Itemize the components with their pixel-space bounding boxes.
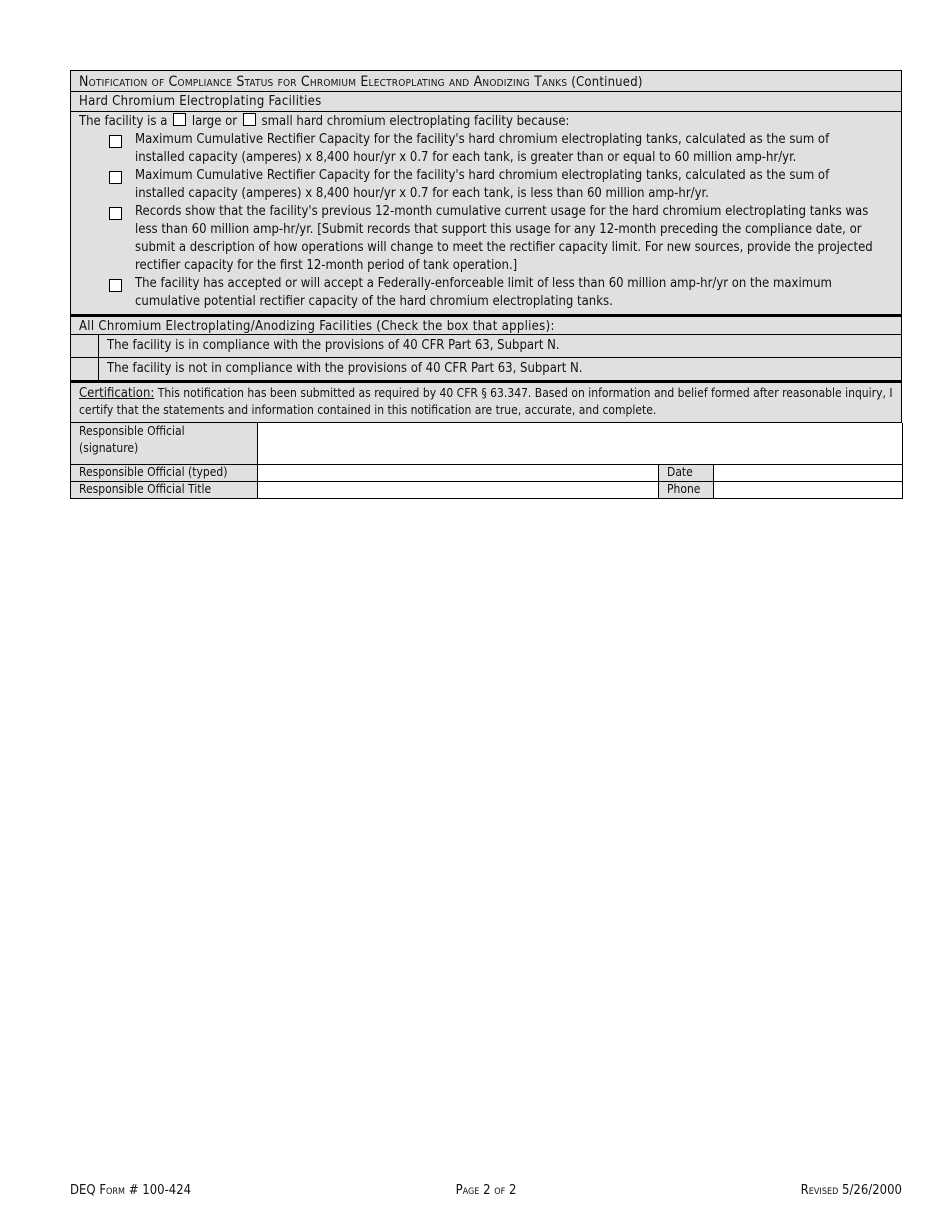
not-in-compliance-checkbox[interactable] (71, 358, 99, 380)
signature-table (70, 423, 903, 499)
reason-option-3 (79, 203, 881, 275)
page-footer (70, 1183, 902, 1203)
compliance-form (70, 70, 902, 499)
reason-option-1-checkbox[interactable] (109, 135, 122, 148)
large-facility-checkbox[interactable] (173, 113, 186, 126)
reason-option-3-text: Records show that the facility's previous 12-month cumulative current usage for the hard chromium electroplating tanks was less than 60 million amp-hr/yr. [Submit records that support this usage for any 12-month preceding the compliance date, or submit a description of how operations will change to meet the rectifier capacity limit. For new sources, provide the projected rectifier capacity for the first 12-month period of tank operation.] (135, 204, 873, 273)
reason-option-2-checkbox[interactable] (109, 171, 122, 184)
reason-option-4-checkbox[interactable] (109, 279, 122, 292)
reason-option-2 (79, 167, 881, 203)
reason-option-3-checkbox[interactable] (109, 207, 122, 220)
not-in-compliance-text: The facility is not in compliance with the provisions of 40 CFR Part 63, Subpart N. (107, 361, 583, 376)
all-facilities-section-title: All Chromium Electroplating/Anodizing Facilities (Check the box that applies): (70, 315, 902, 335)
hard-chrome-section-title: Hard Chromium Electroplating Facilities (70, 92, 902, 112)
reason-option-1 (79, 131, 881, 167)
reason-option-1-text: Maximum Cumulative Rectifier Capacity for the facility's hard chromium electroplating tanks, calculated as the sum of installed capacity (amperes) x 8,400 hour/yr x 0.7 for each tank, is greater than or equal to 60 million amp-hr/yr. (135, 132, 830, 165)
phone-label: Phone (659, 481, 714, 498)
reason-option-4 (79, 275, 881, 311)
form-header (70, 70, 902, 92)
revision-date: Revised 5/26/2000 (800, 1183, 902, 1198)
signature-label: Responsible Official (signature) (71, 423, 258, 464)
typed-name-label: Responsible Official (typed) (71, 464, 258, 481)
reason-option-4-text: The facility has accepted or will accept a Federally-enforceable limit of less than 60 million amp-hr/yr on the maximum cumulative potential rectifier capacity of the hard chromium electroplating tanks. (135, 276, 832, 309)
form-header-suffix: (Continued) (571, 75, 643, 90)
form-number: DEQ Form # 100-424 (70, 1183, 192, 1198)
signature-field[interactable] (258, 423, 903, 464)
small-facility-checkbox[interactable] (243, 113, 256, 126)
title-row (71, 481, 903, 498)
typed-name-field[interactable] (258, 464, 659, 481)
date-field[interactable] (714, 464, 903, 481)
facility-size-question (79, 113, 893, 131)
signature-row (71, 423, 903, 464)
phone-field[interactable] (714, 481, 903, 498)
date-label: Date (659, 464, 714, 481)
not-in-compliance-row (70, 358, 902, 381)
certification-label: Certification: (79, 386, 155, 401)
certification-text: This notification has been submitted as required by 40 CFR § 63.347. Based on information and belief formed after reasonable inquiry, I certify that the statements and information contained in this notification are true, accurate, and complete. (79, 386, 893, 417)
title-field[interactable] (258, 481, 659, 498)
large-facility-label: large or (191, 114, 238, 129)
in-compliance-row (70, 335, 902, 358)
in-compliance-checkbox[interactable] (71, 335, 99, 357)
facility-size-intro: The facility is a (79, 114, 168, 129)
reason-option-2-text: Maximum Cumulative Rectifier Capacity for the facility's hard chromium electroplating tanks, calculated as the sum of installed capacity (amperes) x 8,400 hour/yr x 0.7 for each tank, is less than 60 million amp-hr/yr. (135, 168, 830, 201)
certification-statement (70, 381, 902, 423)
small-facility-label: small hard chromium electroplating facility because: (261, 114, 570, 129)
form-header-title: Notification of Compliance Status for Chromium Electroplating and Anodizing Tanks (79, 74, 568, 90)
typed-name-row (71, 464, 903, 481)
in-compliance-text: The facility is in compliance with the provisions of 40 CFR Part 63, Subpart N. (107, 338, 560, 353)
hard-chrome-section (70, 112, 902, 315)
title-label: Responsible Official Title (71, 481, 258, 498)
page-number: Page 2 of 2 (455, 1183, 517, 1198)
